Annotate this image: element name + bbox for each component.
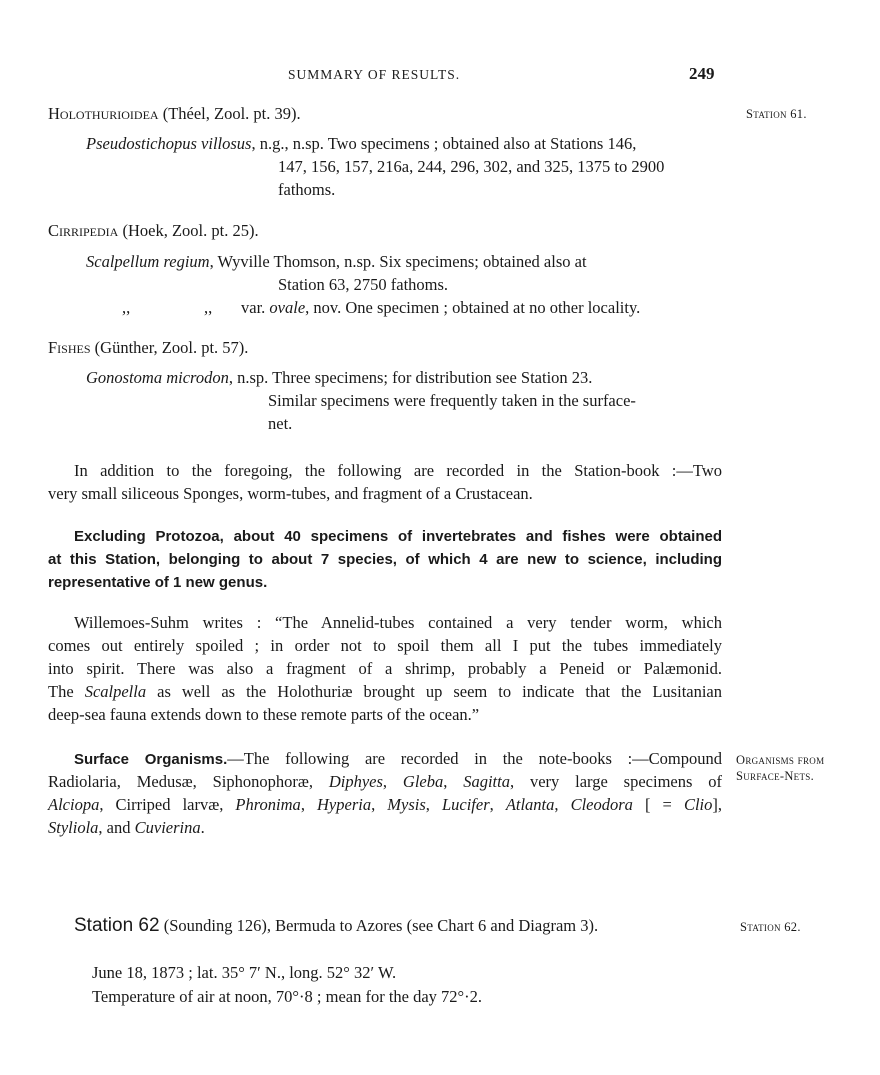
line-text: The [48,682,85,701]
group-ref: (Günther, Zool. pt. 57). [90,338,249,357]
entry-text: , n.g., n.sp. Two specimens ; obtained also at Stations 146, [251,134,637,153]
cirripedia-heading [48,221,259,241]
punct: [ = [632,795,684,814]
group-ref: (Hoek, Zool. pt. 25). [118,221,259,240]
group-name: Fishes [48,338,91,357]
paragraph-line: Excluding Protozoa, about 40 specimens of invertebrates and fishes were obtained [74,528,722,545]
station-62-temperature: Temperature of air at noon, 70°·8 ; mean for the day 72°·2. [92,987,483,1006]
paragraph-line: Willemoes-Suhm writes : “The Annelid-tubes contained a very tender worm, which [74,613,722,632]
taxon: Cleodora [570,795,633,814]
taxon: Atlanta [505,795,555,814]
station-62-position: June 18, 1873 ; lat. 35° 7′ N., long. 52° 32′ W. [92,963,397,982]
punct: ], [712,795,722,814]
var-prefix: var. [241,298,270,317]
paragraph-line: comes out entirely spoiled ; in order not to spoil them all I put the tubes immediately [48,636,722,655]
section-heading: Surface Organisms. [74,751,228,768]
punct: , [425,795,442,814]
punct: . [200,818,205,837]
paragraph-line [48,747,722,770]
ditto-mark-1: ,, [122,298,131,317]
punct: , [489,795,506,814]
line-text: , very large specimens of [509,772,722,791]
running-header: SUMMARY OF RESULTS. [288,67,461,82]
holothurioidea-entry-line3: fathoms. [278,180,336,199]
taxon: Gleba [402,772,444,791]
summary-paragraph [48,525,722,594]
punct: , [371,795,388,814]
ditto-mark-2: ,, [204,298,213,317]
paragraph-line [48,816,722,839]
margin-note-organisms: Organisms from [736,753,825,767]
paragraph-line [48,680,722,703]
group-name: Holothurioidea [48,104,159,123]
line-text: , and [98,818,135,837]
surface-organisms-paragraph [48,747,722,839]
species-name: Scalpellum regium [86,252,210,271]
paragraph-line: very small siliceous Sponges, worm-tubes, and fragment of a Crustacean. [48,484,533,503]
variety-name: ovale [269,298,306,317]
species-name: Pseudostichopus villosus [86,134,252,153]
taxon: Styliola [48,818,99,837]
cirripedia-variety-line [241,298,640,318]
entry-text: , nov. One specimen ; obtained at no other locality. [305,298,641,317]
taxon: Cuvierina [134,818,201,837]
taxon: Lucifer [441,795,490,814]
fishes-heading [48,338,248,358]
entry-text: , Wyville Thomson, n.sp. Six specimens; obtained also at [209,252,587,271]
paragraph-line: into spirit. There was also a fragment of a shrimp, probably a Peneid or Palæmonid. [48,659,722,678]
fishes-entry-line3: net. [268,414,293,433]
station-desc: (Sounding 126), Bermuda to Azores (see Chart 6 and Diagram 3). [159,916,599,935]
paragraph-line: In addition to the foregoing, the following are recorded in the Station-book :—Two [74,461,722,480]
margin-note-station-62: Station 62. [740,920,801,934]
paragraph-line [48,793,722,816]
punct: , [554,795,571,814]
line-text: as well as the Holothuriæ brought up seem to indicate that the Lusitanian [146,682,723,701]
line-text: Radiolaria, Medusæ, Siphonophoræ, [48,772,329,791]
taxon: Mysis [387,795,426,814]
paragraph-line: deep-sea fauna extends down to these remote parts of the ocean.” [48,705,480,724]
cirripedia-entry-line1 [86,252,587,272]
punct: , [443,772,464,791]
holothurioidea-heading [48,104,301,124]
margin-note-station-61: Station 61. [746,107,807,121]
taxon: Diphyes [328,772,383,791]
holothurioidea-entry-line1 [86,134,636,154]
line-text: , Cirriped larvæ, [99,795,236,814]
entry-text: , n.sp. Three specimens; for distribution see Station 23. [228,368,593,387]
taxon: Phronima [235,795,301,814]
willemoes-paragraph [48,611,722,726]
holothurioidea-entry-line2: 147, 156, 157, 216a, 244, 296, 302, and 325, 1375 to 2900 [278,157,665,176]
punct: , [382,772,403,791]
station-book-paragraph [48,459,722,505]
paragraph-line: representative of 1 new genus. [48,574,268,591]
group-ref: (Théel, Zool. pt. 39). [158,104,301,123]
page-number: 249 [689,64,715,83]
taxon: Clio [683,795,713,814]
station-label: Station 62 [74,915,160,936]
cirripedia-entry-line2: Station 63, 2750 fathoms. [278,275,449,294]
group-name: Cirripedia [48,221,119,240]
taxon: Alciopa [48,795,100,814]
fishes-entry-line2: Similar specimens were frequently taken in the surface- [268,391,636,410]
margin-note-surface-nets: Surface-Nets. [736,769,815,783]
taxon: Sagitta [463,772,510,791]
species-name: Gonostoma microdon [86,368,229,387]
paragraph-line: at this Station, belonging to about 7 species, of which 4 are new to science, including [48,551,722,568]
taxon: Hyperia [317,795,372,814]
fishes-entry-line1 [86,368,592,388]
paragraph-line [48,770,722,793]
punct: , [300,795,317,814]
station-62-heading [74,915,598,937]
line-text: —The following are recorded in the note-books :—Compound [227,749,723,768]
italic-term: Scalpella [84,682,147,701]
